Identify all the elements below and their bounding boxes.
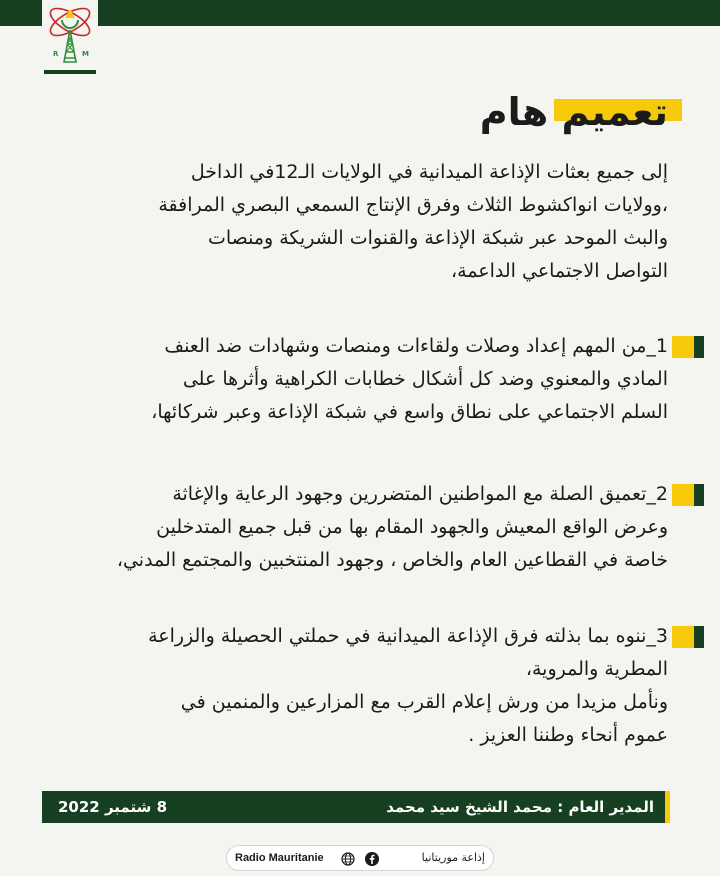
intro-paragraph [40,156,668,288]
svg-text:M: M [82,50,89,58]
intro-line: والبث الموحد عبر شبكة الإذاعة والقنوات الشريكة ومنصات [207,227,668,249]
director-signature: المدير العام : محمد الشيخ سيد محمد [386,798,654,816]
item-1-paragraph [40,330,668,429]
item-line: عموم أنحاء وطننا العزيز . [468,724,668,746]
item-line: خاصة في القطاعين العام والخاص ، وجهود المنتخبين والمجتمع المدني، [116,549,668,571]
item-line: 3_ننوه بما بذلته فرق الإذاعة الميدانية في حملتي الحصيلة والزراعة [148,625,668,647]
logo-underline [44,70,96,74]
item-line: المادي والمعنوي وضد كل أشكال خطابات الكراهية وأثرها على [182,368,668,390]
svg-text:R: R [53,50,59,58]
item-line: السلم الاجتماعي على نطاق واسع في شبكة الإذاعة وعبر شركائها، [151,401,668,423]
arabic-station-name: إذاعة موريتانيا [421,851,485,864]
signature-bar [42,791,670,823]
page-title: تعميم هام [479,90,668,134]
social-links-pill [226,845,494,871]
item-2-marker [672,484,704,506]
intro-line: إلى جميع بعثات الإذاعة الميدانية في الولايات الـ12في الداخل [190,161,668,183]
title-block [480,90,668,134]
intro-line: ،وولايات انواكشوط الثلاث وفرق الإنتاج السمعي البصري المرافقة [158,194,668,216]
item-line: 1_من المهم إعداد وصلات ولقاءات ومنصات وشهادات ضد العنف [164,335,668,357]
intro-line: التواصل الاجتماعي الداعمة، [451,260,668,282]
item-2-paragraph [40,478,668,577]
item-1-marker [672,336,704,358]
radio-mauritanie-logo [42,0,98,74]
item-3-marker [672,626,704,648]
facebook-icon[interactable] [365,851,379,870]
item-line: وعرض الواقع المعيش والجهود المقام بها من قبل جميع المتدخلين [156,516,668,538]
item-3-paragraph [40,620,668,752]
item-line: المطرية والمروية، [525,658,668,680]
globe-icon[interactable] [341,851,355,870]
site-label: Radio Mauritanie [235,852,324,864]
top-bar [0,0,720,26]
item-line: ونأمل مزيدا من ورش إعلام القرب مع المزارعين والمنمين في [180,691,668,713]
signature-bar-accent [665,791,670,823]
item-line: 2_تعميق الصلة مع المواطنين المتضررين وجهود الرعاية والإغاثة [172,483,668,505]
issue-date: 8 شتمبر 2022 [58,798,168,816]
